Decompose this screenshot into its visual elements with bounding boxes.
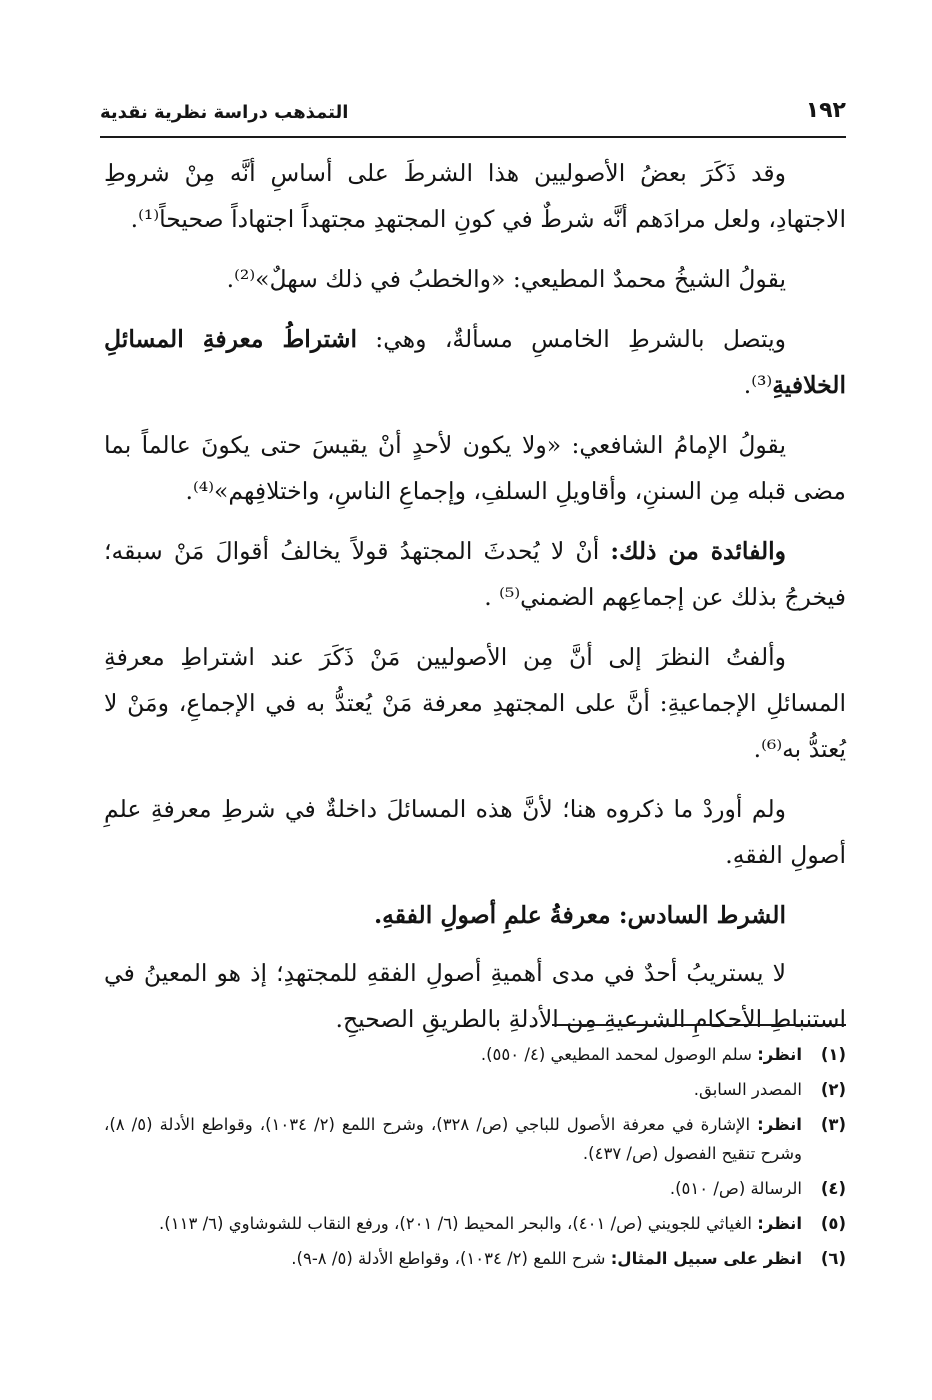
footnote-number: (٦) bbox=[820, 1249, 846, 1268]
paragraph-3-end: ⁽³⁾. bbox=[743, 371, 773, 399]
footnote-4 bbox=[104, 1174, 846, 1203]
paragraph-5-rest: أنْ لا يُحدثَ المجتهدُ قولاً يخالفُ أقوالَ مَنْ سبقه؛ فيخرجُ بذلك عن إجماعِهم الضمني⁽⁵⁾ . bbox=[104, 537, 846, 611]
footnote-text: سلم الوصول لمحمد المطيعي (٤/ ٥٥٠). bbox=[480, 1045, 758, 1064]
footnote-number: (٤) bbox=[820, 1179, 846, 1198]
footnote-2 bbox=[104, 1075, 846, 1104]
footnote-number: (٥) bbox=[820, 1214, 846, 1233]
footnote-1 bbox=[104, 1040, 846, 1069]
footnote-number: (٣) bbox=[820, 1115, 846, 1134]
paragraph-8: لا يستريبُ أحدٌ في مدى أهميةِ أصولِ الفقهِ للمجتهدِ؛ إذ هو المعينُ في استنباطِ الأحكامِ الشرعيةِ مِن الأدلةِ بالطريقِ الصحيحِ. bbox=[104, 959, 846, 1033]
footnote-divider bbox=[552, 1024, 846, 1026]
main-text bbox=[104, 150, 846, 1056]
paragraph-3 bbox=[104, 316, 846, 408]
footnote-text: شرح اللمع (٢/ ١٠٣٤)، وقواطع الأدلة (٥/ ٨-٩). bbox=[291, 1249, 611, 1268]
running-title: التمذهب دراسة نظرية نقدية bbox=[100, 102, 349, 123]
footnote-number: (١) bbox=[820, 1045, 846, 1064]
footnotes bbox=[104, 1040, 846, 1279]
footnote-6 bbox=[104, 1244, 846, 1273]
footnote-label: انظر على سبيل المثال: bbox=[610, 1249, 802, 1268]
footnote-label: انظر: bbox=[757, 1045, 802, 1064]
section-heading: الشرط السادس: معرفةُ علمِ أصولِ الفقهِ. bbox=[373, 901, 786, 929]
paragraph-2: يقولُ الشيخُ محمدٌ المطيعي: «والخطبُ في ذلك سهلٌ»⁽²⁾. bbox=[226, 265, 786, 293]
paragraph-1: وقد ذَكَرَ بعضُ الأصوليين هذا الشرطَ على أساسِ أنَّه مِنْ شروطِ الاجتهادِ، ولعل مرادَهم أنَّه شرطٌ في كونِ المجتهدِ مجتهداً اجتهاداً صحيحاً⁽¹⁾. bbox=[104, 159, 846, 233]
paragraph-3-start: ويتصل بالشرطِ الخامسِ مسألةٌ، وهي: bbox=[357, 325, 786, 353]
footnote-label: انظر: bbox=[757, 1214, 802, 1233]
paragraph-4: يقولُ الإمامُ الشافعي: «ولا يكون لأحدٍ أنْ يقيسَ حتى يكونَ عالماً بما مضى قبله مِن السننِ، وأقاويلِ السلفِ، وإجماعِ الناسِ، واختلافِهم»⁽⁴⁾. bbox=[104, 431, 846, 505]
footnote-text: الغياثي للجويني (ص/ ٤٠١)، والبحر المحيط (٦/ ٢٠١)، ورفع النقاب للشوشاوي (٦/ ١١٣). bbox=[159, 1214, 758, 1233]
footnote-text: الرسالة (ص/ ٥١٠). bbox=[669, 1179, 802, 1198]
paragraph-7: ولم أوردْ ما ذكروه هنا؛ لأنَّ هذه المسائلَ داخلةٌ في شرطِ معرفةِ علمِ أصولِ الفقهِ. bbox=[104, 795, 846, 869]
footnote-number: (٢) bbox=[820, 1080, 846, 1099]
page-header bbox=[100, 96, 846, 138]
paragraph-5-bold: والفائدة من ذلك: bbox=[610, 537, 786, 565]
footnote-text: المصدر السابق. bbox=[693, 1080, 802, 1099]
paragraph-5 bbox=[104, 528, 846, 620]
footnote-text: الإشارة في معرفة الأصول للباجي (ص/ ٣٢٨)، وشرح اللمع (٢/ ١٠٣٤)، وقواطع الأدلة (٥/ ٨)، وشرح تنقيح الفصول (ص/ ٤٣٧). bbox=[104, 1115, 802, 1163]
page-number: ١٩٢ bbox=[805, 98, 846, 123]
footnote-label: انظر: bbox=[757, 1115, 802, 1134]
paragraph-3-bold: اشتراطُ معرفةِ المسائلِ الخلافيةِ bbox=[104, 325, 846, 399]
footnote-5 bbox=[104, 1209, 846, 1238]
paragraph-6: وألفتُ النظرَ إلى أنَّ مِن الأصوليين مَنْ ذَكَرَ عند اشتراطِ معرفةِ المسائلِ الإجماعيةِ: أنَّ على المجتهدِ معرفة مَنْ يُعتدُّ به في الإجماعِ، ومَنْ لا يُعتدُّ به⁽⁶⁾. bbox=[104, 643, 846, 763]
footnote-3 bbox=[104, 1110, 846, 1168]
